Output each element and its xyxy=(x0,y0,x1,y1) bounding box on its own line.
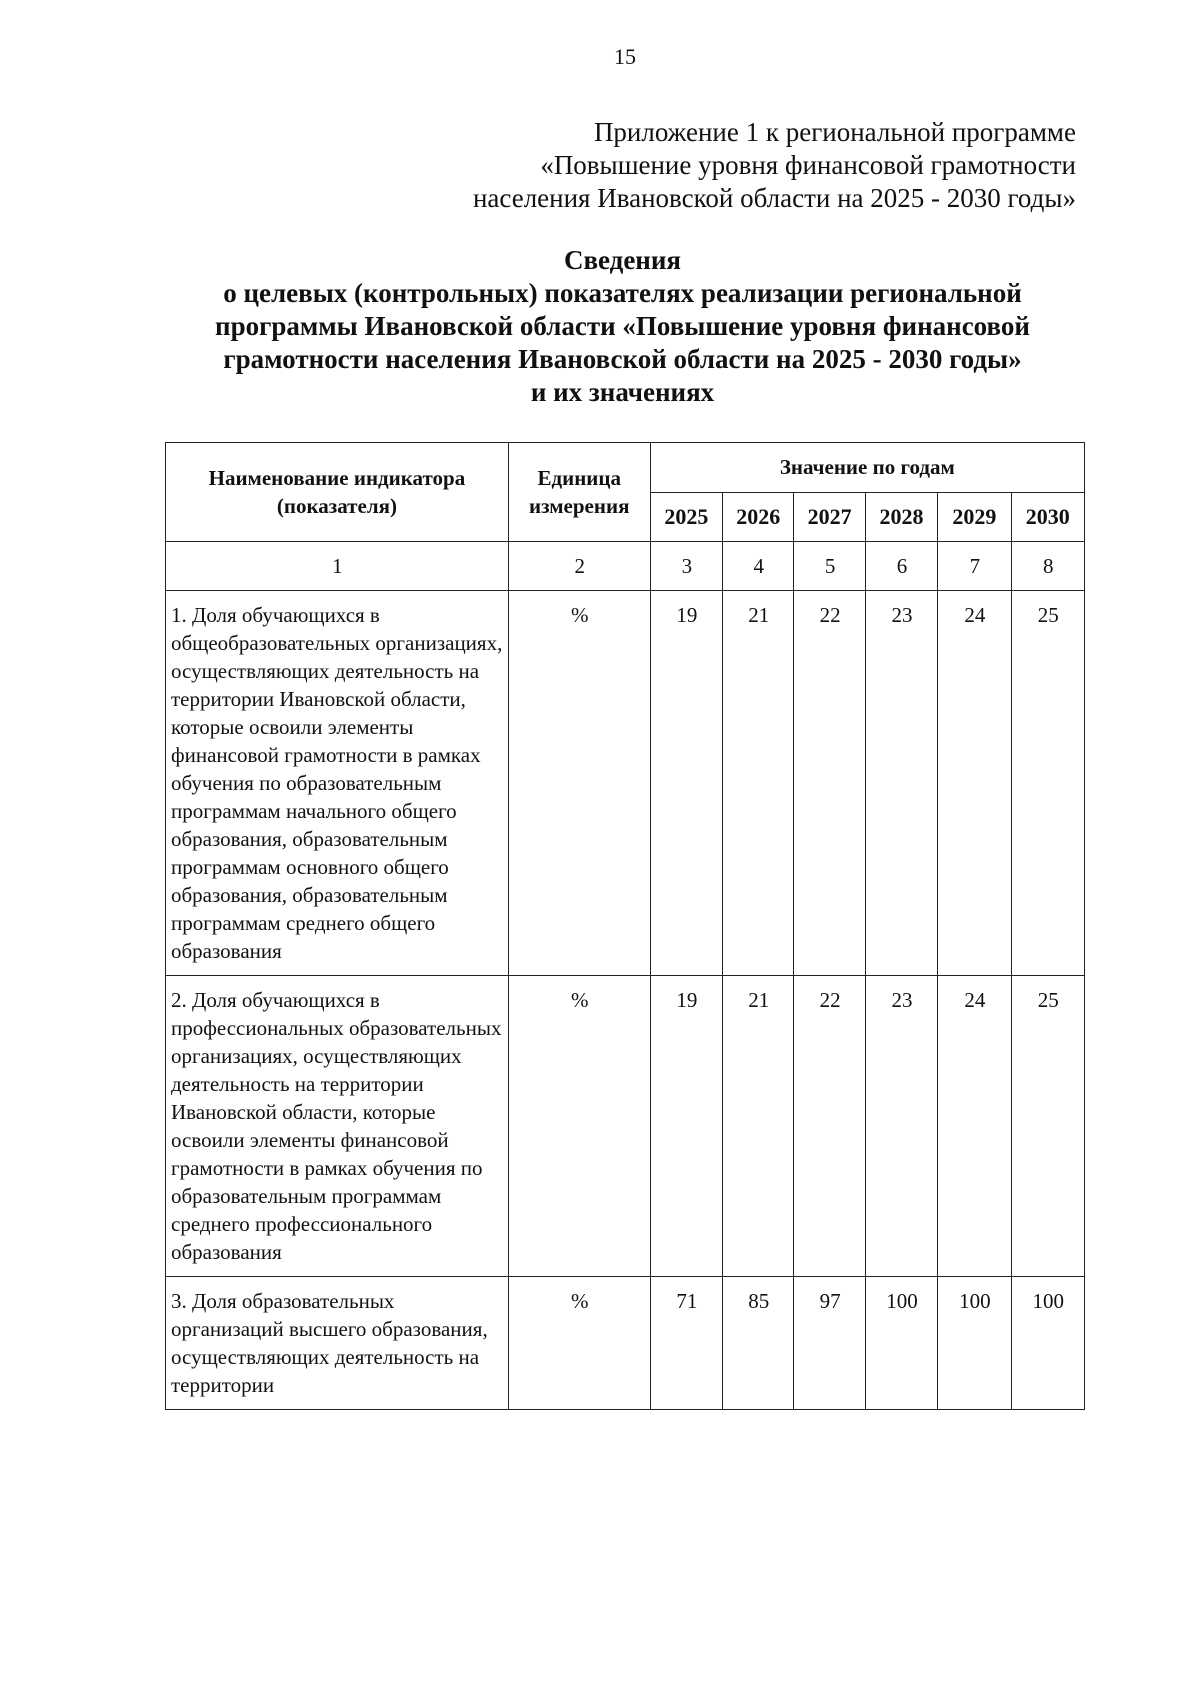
indicator-value: 21 xyxy=(723,976,794,1277)
column-number: 3 xyxy=(650,542,722,591)
column-number: 1 xyxy=(166,542,509,591)
title-line: Сведения xyxy=(563,245,682,275)
column-number: 8 xyxy=(1011,542,1084,591)
table-row xyxy=(166,1277,1085,1410)
indicator-unit: % xyxy=(508,976,650,1277)
header-year: 2026 xyxy=(723,492,794,542)
appendix-note xyxy=(473,116,1076,215)
indicators-table xyxy=(165,442,1085,1410)
appendix-line: населения Ивановской области на 2025 - 2030 годы» xyxy=(472,183,1076,213)
indicator-value: 100 xyxy=(865,1277,937,1410)
column-number: 7 xyxy=(938,542,1011,591)
header-indicator-name: Наименование индикатора (показателя) xyxy=(166,443,509,542)
header-year: 2030 xyxy=(1011,492,1084,542)
indicator-value: 25 xyxy=(1011,591,1084,976)
header-year: 2028 xyxy=(865,492,937,542)
header-year: 2029 xyxy=(938,492,1011,542)
document-title xyxy=(150,244,1095,409)
page-number: 15 xyxy=(614,44,636,69)
indicator-name: 1. Доля обучающихся в общеобразовательных организациях, осуществляющих деятельность на территории Ивановской области, которые освоили элементы финансовой грамотности в рамках обучения по образовательным программам начального общего образования, образовательным программам основного общего образования, образовательным программам среднего общего образования xyxy=(166,591,509,976)
indicator-value: 97 xyxy=(794,1277,865,1410)
indicator-value: 71 xyxy=(650,1277,722,1410)
title-line: программы Ивановской области «Повышение уровня финансовой xyxy=(215,311,1030,341)
indicator-value: 23 xyxy=(865,976,937,1277)
indicator-value: 100 xyxy=(938,1277,1011,1410)
column-number: 4 xyxy=(723,542,794,591)
indicator-value: 21 xyxy=(723,591,794,976)
indicator-value: 23 xyxy=(865,591,937,976)
indicator-value: 22 xyxy=(794,591,865,976)
header-values-by-year: Значение по годам xyxy=(650,443,1084,493)
table-row xyxy=(166,976,1085,1277)
indicator-value: 24 xyxy=(938,591,1011,976)
table-row xyxy=(166,591,1085,976)
title-line: о целевых (контрольных) показателях реализации региональной xyxy=(223,278,1022,308)
appendix-line: Приложение 1 к региональной программе xyxy=(593,117,1076,147)
indicator-value: 19 xyxy=(650,591,722,976)
header-unit: Единица измерения xyxy=(508,443,650,542)
indicator-name: 2. Доля обучающихся в профессиональных образовательных организациях, осуществляющих деятельность на территории Ивановской области, которые освоили элементы финансовой грамотности в рамках обучения по образовательным программам среднего профессионального образования xyxy=(166,976,509,1277)
indicator-value: 25 xyxy=(1011,976,1084,1277)
appendix-line: «Повышение уровня финансовой грамотности xyxy=(540,150,1076,180)
indicator-value: 19 xyxy=(650,976,722,1277)
title-line: и их значениях xyxy=(530,377,715,407)
indicator-value: 22 xyxy=(794,976,865,1277)
column-number: 2 xyxy=(508,542,650,591)
column-number: 5 xyxy=(794,542,865,591)
indicator-name: 3. Доля образовательных организаций высшего образования, осуществляющих деятельность на территории xyxy=(166,1277,509,1410)
column-number: 6 xyxy=(865,542,937,591)
header-year: 2025 xyxy=(650,492,722,542)
indicator-unit: % xyxy=(508,1277,650,1410)
indicator-value: 100 xyxy=(1011,1277,1084,1410)
column-number-row xyxy=(166,542,1085,591)
indicator-value: 24 xyxy=(938,976,1011,1277)
indicator-unit: % xyxy=(508,591,650,976)
indicator-value: 85 xyxy=(723,1277,794,1410)
title-line: грамотности населения Ивановской области на 2025 - 2030 годы» xyxy=(223,344,1022,374)
header-year: 2027 xyxy=(794,492,865,542)
